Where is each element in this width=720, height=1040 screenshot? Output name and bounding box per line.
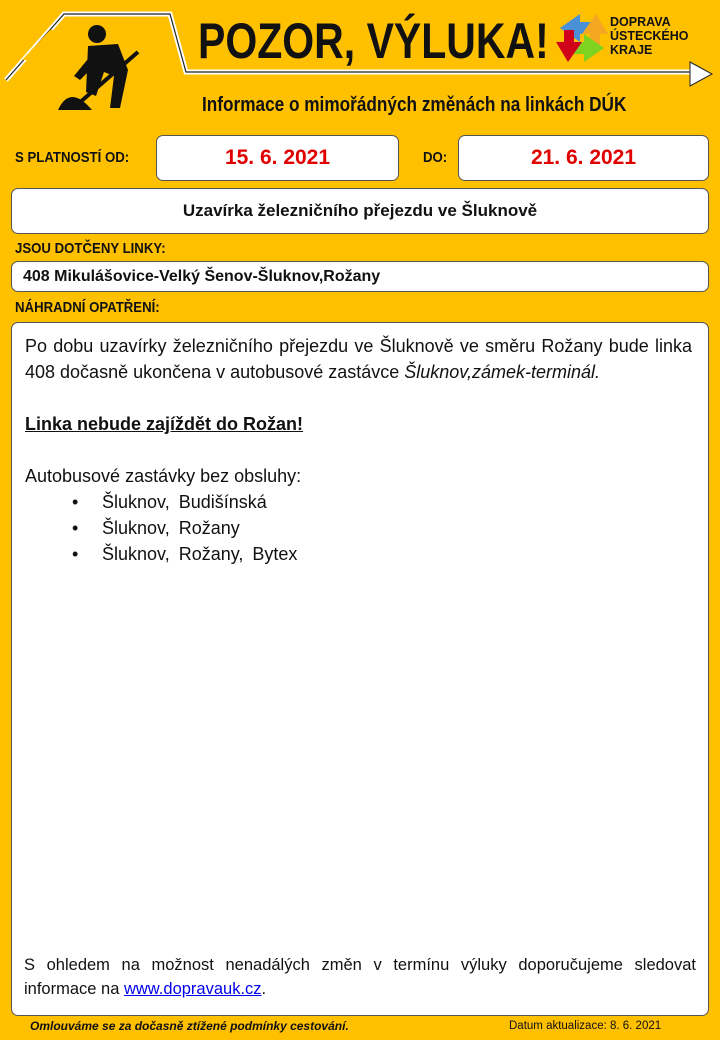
measures-paragraph bbox=[25, 333, 692, 385]
info-note-text: S ohledem na možnost nenadálých změn v termínu výluky doporučujeme sledovat informace na bbox=[24, 956, 696, 998]
brand-line-2: ÚSTECKÉHO bbox=[610, 29, 689, 43]
page-subtitle: Informace o mimořádných změnách na linkách DÚK bbox=[202, 94, 627, 116]
valid-from-label: S PLATNOSTÍ OD: bbox=[15, 149, 130, 166]
stops-title: Autobusové zastávky bez obsluhy: bbox=[25, 466, 302, 486]
closure-title: Uzavírka železničního přejezdu ve Šluknově bbox=[11, 188, 709, 234]
bullet-icon: • bbox=[72, 492, 79, 512]
page-title: POZOR, VÝLUKA! bbox=[198, 13, 549, 69]
update-date: Datum aktualizace: 8. 6. 2021 bbox=[509, 1020, 662, 1032]
measures-paragraph-text: Po dobu uzavírky železničního přejezdu ve Šluknově ve směru Rožany bude linka 408 dočasně ukončena v autobusové zastávce bbox=[25, 336, 692, 382]
bullet-icon: • bbox=[72, 544, 79, 564]
stop-name: Šluknov, Budišínská bbox=[102, 492, 267, 512]
bullet-icon: • bbox=[72, 518, 79, 538]
valid-to-label: DO: bbox=[423, 149, 448, 166]
arrow-head-icon bbox=[690, 62, 712, 86]
brand-name bbox=[610, 15, 688, 57]
info-note-end: . bbox=[261, 980, 267, 998]
measures-box bbox=[11, 322, 709, 1016]
valid-from-date: 15. 6. 2021 bbox=[156, 135, 399, 181]
stop-name: Šluknov, Rožany bbox=[102, 518, 240, 538]
stop-name: Šluknov, Rožany, Bytex bbox=[102, 544, 298, 564]
warning-text: Linka nebude zajíždět do Rožan! bbox=[25, 414, 304, 434]
website-link[interactable]: www.dopravauk.cz bbox=[123, 980, 262, 998]
duk-logo-icon bbox=[556, 14, 608, 62]
list-item bbox=[25, 489, 692, 515]
info-note bbox=[24, 953, 696, 1001]
apology-text: Omlouváme se za dočasně ztížené podmínky cestování. bbox=[30, 1019, 349, 1033]
valid-to-date: 21. 6. 2021 bbox=[458, 135, 709, 181]
affected-lines-label: JSOU DOTČENY LINKY: bbox=[15, 240, 166, 257]
list-item bbox=[25, 515, 692, 541]
terminal-stop-name: Šluknov,zámek-terminál. bbox=[404, 362, 600, 382]
brand-line-3: KRAJE bbox=[610, 43, 653, 57]
brand-line-1: DOPRAVA bbox=[610, 15, 671, 29]
measures-label: NÁHRADNÍ OPATŘENÍ: bbox=[15, 299, 160, 316]
affected-lines-value: 408 Mikulášovice-Velký Šenov-Šluknov,Rožany bbox=[11, 261, 709, 292]
list-item bbox=[25, 541, 692, 567]
